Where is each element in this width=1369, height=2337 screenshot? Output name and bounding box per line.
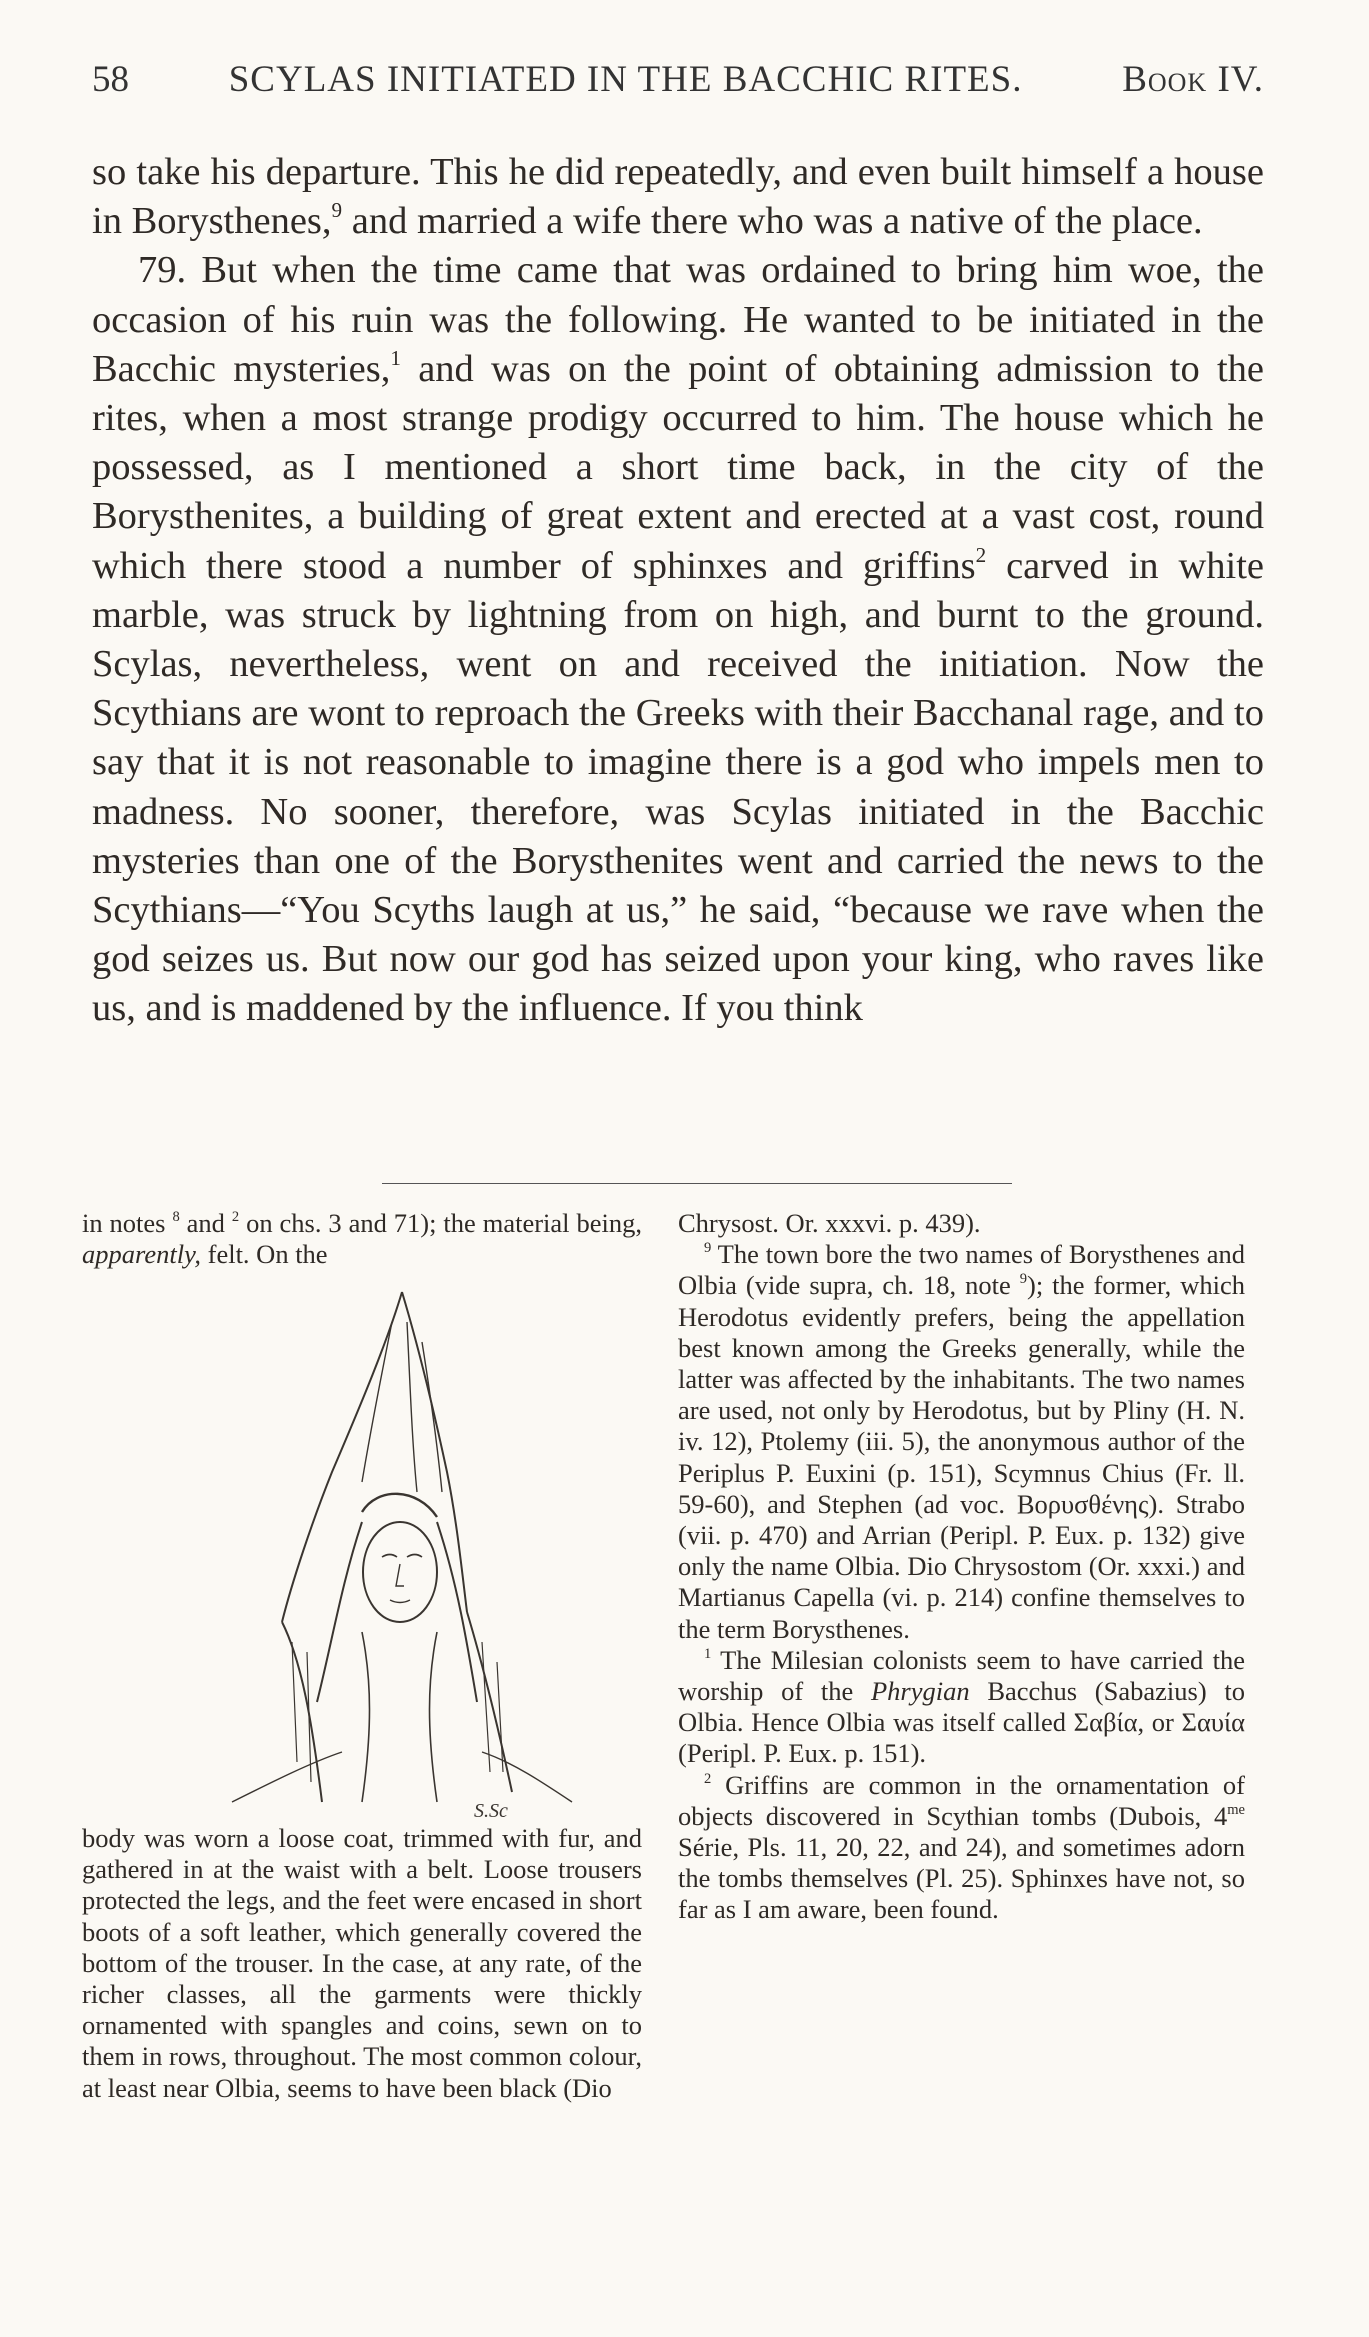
note-ref: 8 bbox=[172, 1209, 180, 1226]
text-span: Série, Pls. 11, 20, 22, and 24), and sometimes adorn the tombs themselves (Pl. 25). Sphinxes have not, so far as I am aware, been found. bbox=[678, 1832, 1245, 1925]
text-span: The Milesian colonists seem to have carried the worship of the bbox=[678, 1644, 1245, 1707]
note-mark: 1 bbox=[704, 1645, 712, 1662]
text-span: and married a wife there who was a native of the place. bbox=[342, 200, 1203, 243]
main-text bbox=[92, 148, 1264, 1034]
italic-text: apparently, bbox=[82, 1239, 201, 1270]
text-span: 79. But when the time came that was ordained to bring him woe, the occasion of his ruin was the following. He wanted to be initiated in the Bacchic mysteries, bbox=[92, 249, 1264, 390]
headband bbox=[362, 1494, 437, 1517]
footnote-9 bbox=[678, 1239, 1245, 1645]
text-span: Bacchus (Sabazius) to Olbia. Hence Olbia was itself called Σαβία, or Σαυία (Peripl. P. Eux. p. 151). bbox=[678, 1676, 1245, 1769]
footnote-right-column bbox=[678, 1208, 1245, 1926]
figure-scythian-headdress bbox=[212, 1282, 592, 1822]
running-title: SCYLAS INITIATED IN THE BACCHIC RITES. bbox=[228, 59, 1023, 100]
text-span: on chs. 3 and 71); the material being, bbox=[239, 1208, 642, 1238]
mouth bbox=[390, 1600, 410, 1603]
shoulder-lines bbox=[232, 1752, 572, 1802]
book-label: Book IV. bbox=[1122, 59, 1264, 100]
neck-lappets bbox=[362, 1632, 437, 1802]
text-span: Griffins are common in the ornamentation of objects discovered in Scythian tombs (Dubois, 4 bbox=[678, 1769, 1245, 1831]
nose bbox=[396, 1564, 404, 1586]
footnote-left-bottom bbox=[82, 1823, 642, 2104]
text-span: and was on the point of obtaining admission to the rites, when a most strange prodigy occurred to him. The house which he possessed, as I mentioned a short time back, in the city of the Borysthenites, a building of great extent and erected at a vast cost, round which there stood a number of sphinxes and griffins bbox=[92, 347, 1265, 587]
footnote-text bbox=[82, 1208, 642, 1270]
engraver-signature: S.Sc bbox=[474, 1800, 508, 1822]
hood-outline-right bbox=[402, 1292, 467, 1612]
page-number: 58 bbox=[92, 59, 129, 100]
note-ref: 2 bbox=[231, 1209, 240, 1226]
headdress-engraving bbox=[212, 1282, 592, 1822]
text-span: felt. On the bbox=[201, 1239, 328, 1270]
text-span: and bbox=[179, 1208, 232, 1238]
text-span: carved in white marble, was struck by lightning from on high, and burnt to the ground. Scylas, nevertheless, went on and received the initiation. Now the Scythians are wont to reproach the Greeks with their Bacchanal rage, and to say that it is not reasonable to imagine there is a god who impels men to madness. No sooner, therefore, was Scylas initiated in the Bacchic mysteries than one of the Borysthenites went and carried the news to the Scythians—“You Scyths laugh at us,” he said, “because we rave when the god seizes us. But now our god has seized upon your king, who raves like us, and is maddened by the influence. If you think bbox=[92, 544, 1264, 1030]
text-span: so take his departure. This he did repeatedly, and even built himself a house in Borysthenes, bbox=[92, 151, 1264, 243]
hood-fold-lines bbox=[362, 1322, 442, 1492]
footnote-2 bbox=[678, 1770, 1245, 1926]
eyes bbox=[382, 1555, 422, 1558]
footnote-ref-9: 9 bbox=[331, 198, 343, 223]
running-header bbox=[92, 58, 1264, 101]
italic-text: Phrygian bbox=[870, 1676, 970, 1707]
footnote-continuation: Chrysost. Or. xxxvi. p. 439). bbox=[678, 1208, 981, 1238]
note-mark: 2 bbox=[704, 1770, 712, 1787]
superscript: me bbox=[1227, 1801, 1245, 1818]
side-flaps bbox=[317, 1522, 477, 1702]
footnote-rule bbox=[382, 1183, 1012, 1184]
footnote-ref-1: 1 bbox=[390, 345, 401, 370]
footnote-left-top bbox=[82, 1208, 642, 1270]
hood-outline-left bbox=[282, 1292, 402, 1622]
text-span: The town bore the two names of Borysthenes and Olbia (vide supra, ch. 18, note bbox=[678, 1239, 1245, 1301]
text-span: ); the former, which Herodotus evidently prefers, being the appellation best known among the Greeks generally, while the latter was affected by the inhabitants. The two names are used, not only by Herodotus, but by Pliny (H. N. iv. 12), Ptolemy (iii. 5), the anonymous author of the Periplus P. Euxini (p. 151), Scymnus Chius (Fr. ll. 59-60), and Stephen (ad voc. Βορυσθένης). Strabo (vii. p. 470) and Arrian (Peripl. P. Eux. p. 132) give only the name Olbia. Dio Chrysostom (Or. xxxi.) and Martianus Capella (vi. p. 214) confine themselves to the term Borysthenes. bbox=[678, 1270, 1245, 1644]
text-span: in notes bbox=[82, 1208, 173, 1238]
cloak-outline bbox=[282, 1612, 512, 1802]
paragraph-1 bbox=[92, 148, 1264, 246]
footnote-1 bbox=[678, 1645, 1245, 1770]
note-mark: 9 bbox=[704, 1240, 712, 1257]
face bbox=[363, 1522, 437, 1622]
note-ref: 9 bbox=[1019, 1271, 1027, 1288]
footnote-ref-2: 2 bbox=[975, 542, 987, 567]
footnote-text: body was worn a loose coat, trimmed with fur, and gathered in at the waist with a belt. Loose trousers protected the legs, and the feet were encased in short boots of a soft leather, which generally covered the bottom of the trouser. In the case, at any rate, of the richer classes, all the garments were thickly ornamented with spangles and coins, sewn on to them in rows, throughout. The most common colour, at least near Olbia, seems to have been black (Dio bbox=[82, 1823, 642, 2103]
paragraph-79 bbox=[92, 246, 1264, 1033]
